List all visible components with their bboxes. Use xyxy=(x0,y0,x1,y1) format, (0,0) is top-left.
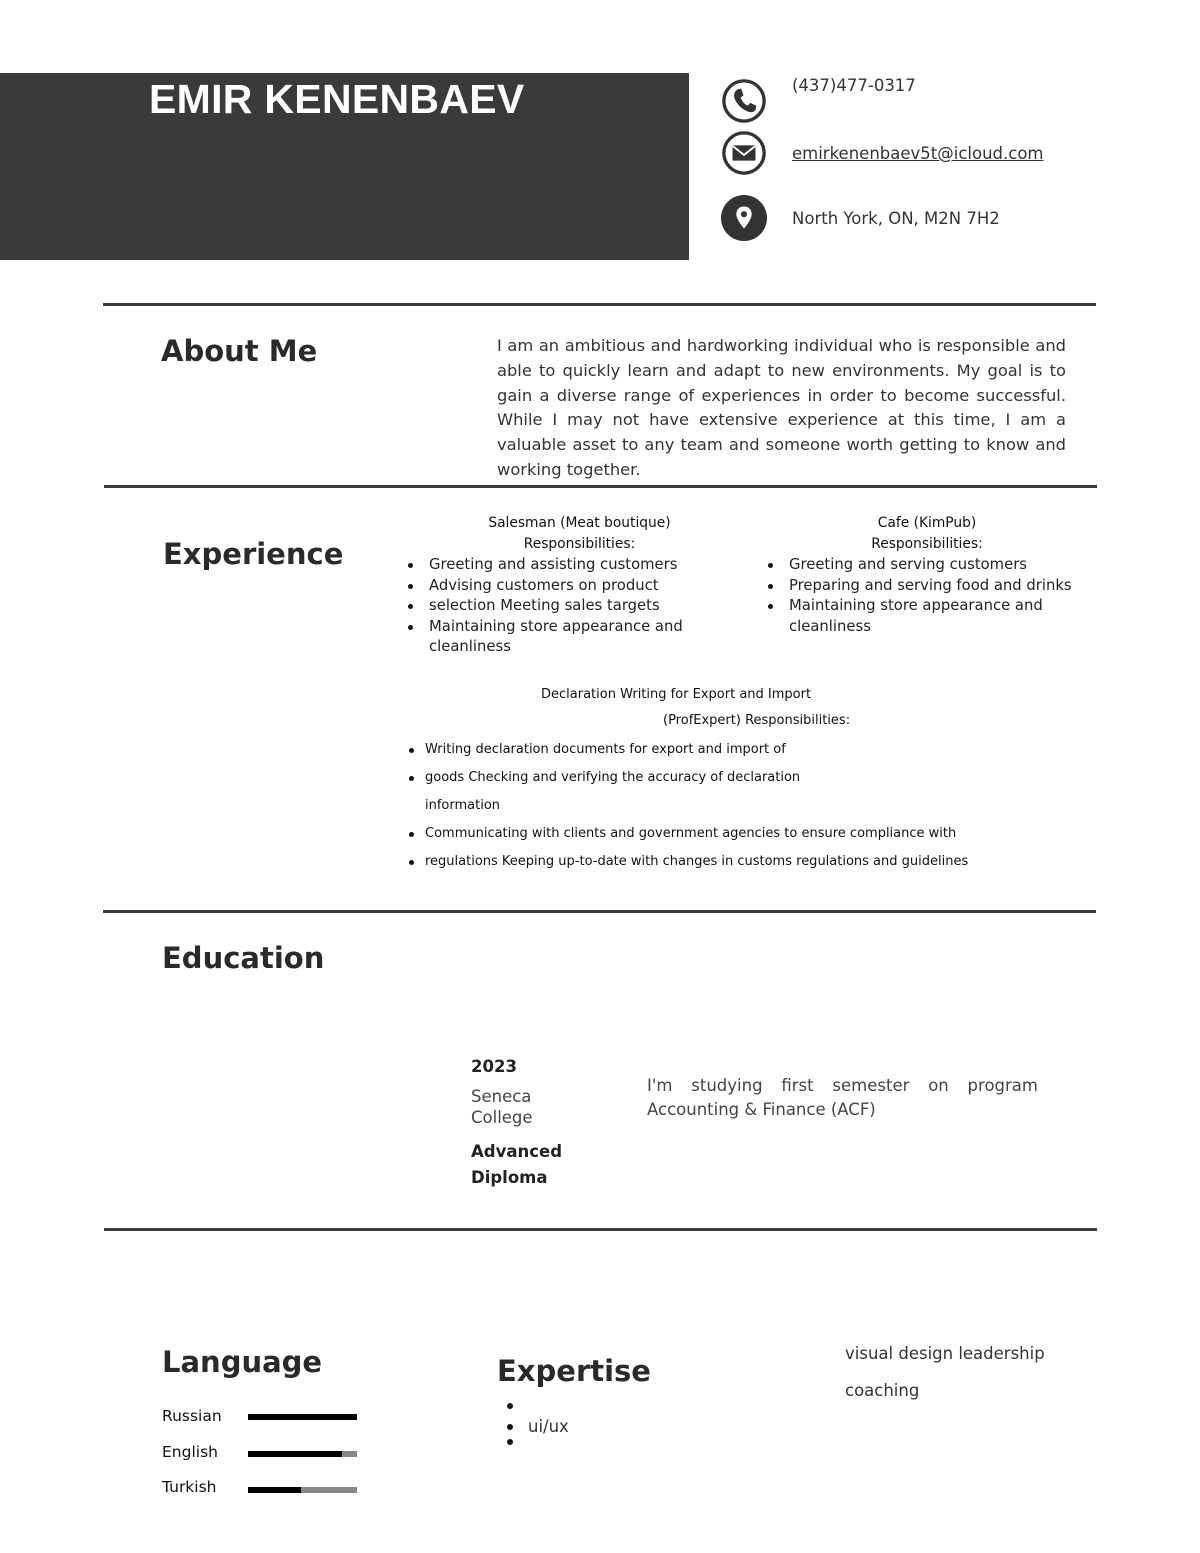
section-divider xyxy=(103,910,1096,913)
degree-line: Advanced xyxy=(471,1142,562,1161)
declaration-list xyxy=(407,736,968,876)
job-title: Salesman (Meat boutique) xyxy=(488,515,671,531)
list-item: goods Checking and verifying the accuracy of declaration xyxy=(407,764,968,792)
list-item: information xyxy=(425,798,501,813)
education-degree xyxy=(471,1139,562,1191)
bullet xyxy=(507,1439,513,1445)
education-school xyxy=(471,1086,533,1128)
language-level-fill xyxy=(248,1414,357,1420)
language-name: Turkish xyxy=(162,1478,217,1496)
list-item: Advising customers on product xyxy=(407,576,752,597)
job-subtitle: Responsibilities: xyxy=(871,536,983,552)
skill-line: visual design leadership xyxy=(845,1344,1045,1363)
section-divider xyxy=(104,1228,1097,1231)
list-item: Writing declaration documents for export and import of xyxy=(407,736,968,764)
language-level-bar xyxy=(248,1414,357,1420)
language-name: English xyxy=(162,1443,218,1461)
email-link[interactable]: emirkenenbaev5t@icloud.com xyxy=(792,144,1044,163)
expertise-item: ui/ux xyxy=(528,1417,569,1436)
language-name: Russian xyxy=(162,1407,222,1425)
list-item: Maintaining store appearance and cleanliness xyxy=(407,617,684,658)
list-item: Communicating with clients and government agencies to ensure compliance with xyxy=(407,820,968,848)
declaration-subtitle: (ProfExpert) Responsibilities: xyxy=(663,713,851,728)
declaration-title: Declaration Writing for Export and Import xyxy=(541,687,812,702)
bullet xyxy=(507,1403,513,1409)
list-item: regulations Keeping up-to-date with changes in customs regulations and guidelines xyxy=(407,848,968,876)
education-title: Education xyxy=(162,941,325,975)
school-line: Seneca xyxy=(471,1087,532,1106)
education-year: 2023 xyxy=(471,1057,517,1076)
list-item: Greeting and serving customers xyxy=(767,555,1087,576)
job-title: Cafe (KimPub) xyxy=(877,515,977,531)
expertise-title: Expertise xyxy=(497,1354,651,1388)
skill-line: coaching xyxy=(845,1381,920,1400)
job-cafe xyxy=(767,513,1087,637)
list-item: Greeting and assisting customers xyxy=(407,555,752,576)
language-level-fill xyxy=(248,1451,342,1457)
school-line: College xyxy=(471,1108,533,1127)
candidate-name: EMIR KENENBAEV xyxy=(149,76,525,122)
section-divider xyxy=(103,303,1096,306)
job-subtitle: Responsibilities: xyxy=(523,536,636,552)
language-level-bar xyxy=(248,1451,357,1457)
about-text: I am an ambitious and hardworking individual who is responsible and able to quickly learn and adapt to new environments. My goal is to gain a diverse range of experiences in order to become successful. While I may not have extensive experience at this time, I am a valuable asset to any team and someone worth getting to know and working together. xyxy=(497,336,1066,479)
degree-line: Diploma xyxy=(471,1168,548,1187)
language-level-fill xyxy=(248,1487,301,1493)
language-level-bar xyxy=(248,1487,357,1493)
experience-title: Experience xyxy=(163,537,344,571)
bullet xyxy=(507,1424,513,1430)
phone-icon xyxy=(721,78,767,124)
section-divider xyxy=(104,485,1097,488)
list-item: Maintaining store appearance and cleanliness xyxy=(767,596,1054,637)
about-title: About Me xyxy=(161,334,318,368)
job-salesman xyxy=(407,513,752,658)
address: North York, ON, M2N 7H2 xyxy=(792,209,1000,228)
language-title: Language xyxy=(162,1345,323,1379)
location-pin-icon xyxy=(721,195,767,241)
phone-number: (437)477-0317 xyxy=(792,76,916,95)
list-item: Preparing and serving food and drinks xyxy=(767,576,1087,597)
list-item: selection Meeting sales targets xyxy=(407,596,752,617)
mail-icon xyxy=(721,130,767,176)
education-description: I'm studying first semester on program Accounting & Finance (ACF) xyxy=(647,1076,1038,1119)
